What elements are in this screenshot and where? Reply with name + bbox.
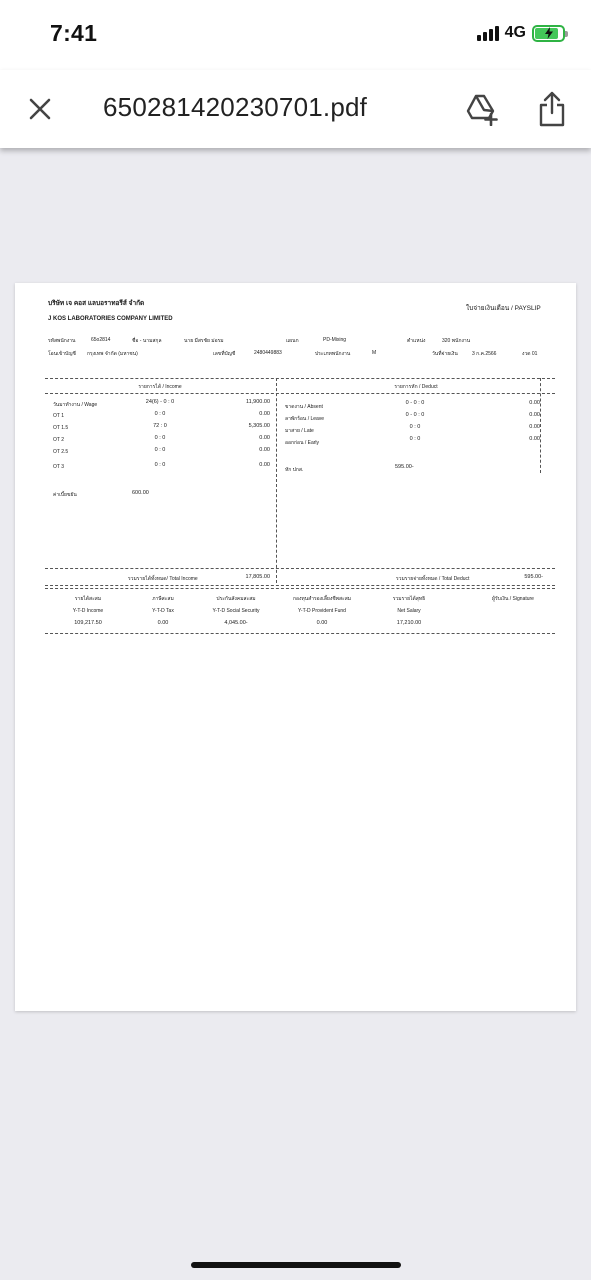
ytd-value: 109,217.50 [74, 620, 102, 626]
status-time: 7:41 [50, 20, 98, 46]
income-qty: 0 : 0 [154, 447, 166, 453]
income-qty: 24(6) - 0 : 0 [145, 399, 175, 405]
ytd-header-th: รายได้สะสม [74, 596, 102, 602]
close-icon[interactable] [24, 93, 56, 125]
period-value: งวด 01 [522, 351, 538, 357]
emp-code: 65o2814 [91, 337, 111, 343]
total-income-label: รวมรายได้ทั้งหมด/ Total Income [128, 576, 198, 582]
income-amount: 11,900.00 [245, 399, 270, 405]
signal-icon [477, 25, 499, 41]
deduct-amount: 0.00 [529, 400, 540, 406]
income-label: OT 1 [53, 413, 65, 419]
column-divider [276, 378, 277, 583]
ytd-header-en: Y-T-D Social Security [212, 608, 260, 614]
income-amount: 0.00 [259, 435, 270, 441]
table-header-border [45, 393, 555, 394]
ytd-header-en: Y-T-D Tax [152, 608, 174, 614]
deduct-qty: 0 - 0 : 0 [405, 412, 425, 418]
add-to-drive-icon[interactable] [464, 92, 500, 126]
deduct-header: รายการหัก / Deduct [394, 384, 438, 390]
deduct-qty: 0 : 0 [409, 436, 421, 442]
home-indicator[interactable] [191, 1262, 401, 1268]
name-label: ชื่อ - นามสกุล [132, 338, 162, 344]
column-divider-right [540, 378, 541, 473]
network-type: 4G [504, 24, 526, 41]
company-name-en: J KOS LABORATORIES COMPANY LIMITED [48, 316, 173, 322]
totals-bottom-border [45, 585, 555, 586]
totals-top-border [45, 568, 555, 569]
income-label: OT 2.5 [53, 449, 69, 455]
income-qty: 0 : 0 [154, 462, 166, 468]
total-deduct-value: 595.00- [524, 574, 543, 580]
ytd-header-th: ภาษีสะสม [152, 596, 174, 602]
deduct-label: มาสาย / Late [285, 428, 314, 434]
dept-value: PD-Mixing [323, 337, 347, 343]
emp-type-value: M [372, 350, 377, 356]
ytd-value: 0.00 [157, 620, 169, 626]
paydate-value: 3 ก.ค.2566 [472, 351, 497, 357]
ytd-value: 4,045.00- [224, 620, 248, 626]
share-icon[interactable] [536, 90, 568, 128]
ytd-header-en: Y-T-D Income [72, 608, 104, 614]
deduct-label: ออกก่อน / Early [285, 440, 320, 446]
account-value: 2480449883 [254, 350, 282, 356]
income-header: รายการได้ / Income [138, 384, 182, 390]
ytd-header-th: กองทุนสำรองเลี้ยงชีพสะสม [292, 596, 352, 602]
deduct-amount: 0.00 [529, 412, 540, 418]
ytd-bottom-border [45, 633, 555, 634]
battery-charging-icon [532, 25, 565, 42]
deduct-amount: 0.00 [529, 424, 540, 430]
ytd-header-en: Net Salary [397, 608, 421, 614]
document-title: ใบจ่ายเงินเดือน / PAYSLIP [466, 305, 541, 312]
table-top-border [45, 378, 555, 379]
paydate-label: วันที่จ่ายเงิน [432, 351, 458, 357]
dept-label: แผนก [286, 338, 299, 344]
deduct-amount: 0.00 [529, 436, 540, 442]
ytd-value: 0.00 [316, 620, 328, 626]
income-qty: 0 : 0 [154, 435, 166, 441]
deduct-label: ลาพักร้อน / Leave [285, 416, 325, 422]
deduct-qty: 0 : 0 [409, 424, 421, 430]
ytd-value: 17,210.00 [396, 620, 422, 626]
income-label: OT 2 [53, 437, 65, 443]
total-deduct-label: รวมรายจ่ายทั้งหมด / Total Deduct [396, 576, 470, 582]
account-label: เลขที่บัญชี [213, 351, 236, 357]
income-amount: 0.00 [259, 462, 270, 468]
income-amount: 5,305.00 [248, 423, 270, 429]
deduct-label: ขาดงาน / Absent [285, 404, 323, 410]
pdf-page[interactable] [15, 283, 576, 1011]
income-label: OT 1.5 [53, 425, 69, 431]
company-name-th: บริษัท เจ คอส แลบอราทอรีส์ จำกัด [48, 300, 145, 307]
income-amount: 0.00 [259, 447, 270, 453]
position-label: ตำแหน่ง [407, 338, 426, 344]
social-security-amount: 595.00- [395, 464, 414, 470]
allowance-amount: 600.00 [132, 490, 149, 496]
file-title: 650281420230701.pdf [103, 92, 368, 122]
income-amount: 0.00 [259, 411, 270, 417]
signature-header: ผู้รับเงิน / Signature [492, 596, 534, 602]
totals-bottom-border-2 [45, 588, 555, 589]
emp-code-label: รหัสพนักงาน [48, 338, 76, 344]
allowance-label: ค่าเบี้ยขยัน [53, 492, 77, 498]
status-bar [0, 0, 591, 70]
social-security-label: หัก ปกส. [285, 467, 304, 473]
bank-label: โอนเข้าบัญชี [48, 351, 76, 357]
viewer-toolbar [0, 70, 591, 148]
ytd-header-th: ประกันสังคมสะสม [216, 596, 256, 602]
income-qty: 72 : 0 [153, 423, 167, 429]
income-label: OT 3 [53, 464, 65, 470]
total-income-value: 17,805.00 [245, 574, 270, 580]
income-label: วันมาทำงาน / Wage [53, 402, 98, 408]
deduct-qty: 0 - 0 : 0 [405, 400, 425, 406]
bank-value: กรุงเทพ จำกัด (มหาชน) [87, 351, 138, 357]
position-value: 320 พนักงาน [442, 338, 471, 344]
income-qty: 0 : 0 [154, 411, 166, 417]
employee-name: นาย มีสรชัย ม่อรม [184, 338, 224, 344]
ytd-header-th: รวมรายได้สุทธิ [392, 596, 426, 602]
emp-type-label: ประเภทพนักงาน [315, 351, 351, 357]
status-indicators [477, 24, 565, 42]
ytd-header-en: Y-T-D Provident Fund [298, 608, 346, 614]
